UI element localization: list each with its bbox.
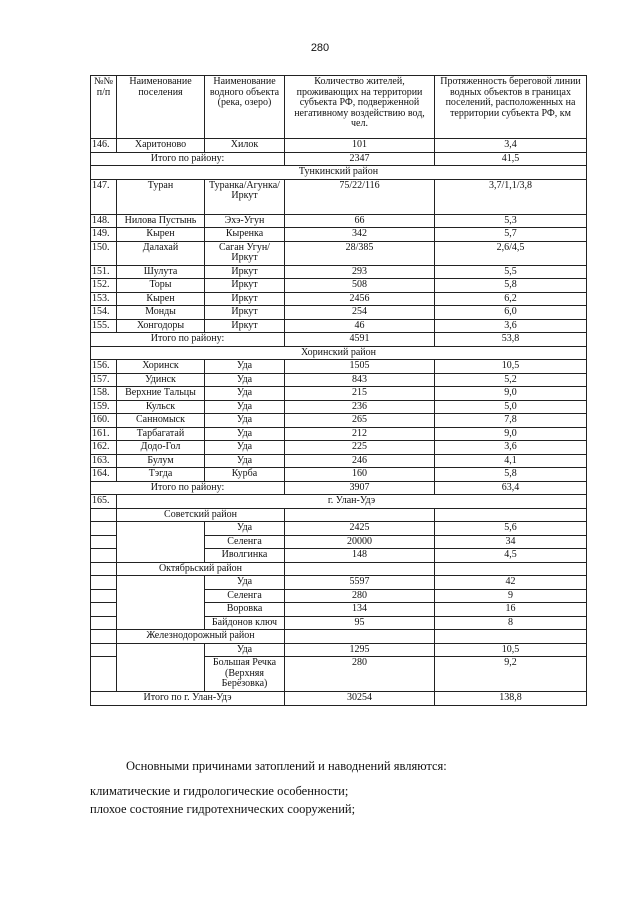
residents-cell: 2425 (285, 522, 435, 536)
table-row (91, 441, 587, 455)
table-row (91, 279, 587, 293)
table-row (91, 373, 587, 387)
table-row (91, 179, 587, 214)
table-row (91, 643, 587, 657)
row-number: 150. (91, 241, 117, 265)
shoreline-cell: 5,6 (435, 522, 587, 536)
settlement-cell: Тарбагатай (117, 427, 205, 441)
row-number: 165. (91, 495, 117, 509)
residents-cell: 215 (285, 387, 435, 401)
shoreline-cell: 9,0 (435, 427, 587, 441)
residents-cell: 280 (285, 589, 435, 603)
table-row (91, 360, 587, 374)
table-row (91, 214, 587, 228)
paragraph-causes-intro: Основными причинами затоплений и наводнений являются: (126, 759, 447, 773)
settlement-cell: Додо-Гол (117, 441, 205, 455)
settlement-cell: Кульск (117, 400, 205, 414)
residents-cell: 20000 (285, 535, 435, 549)
settlement-cell: Харитоново (117, 139, 205, 153)
row-number: 148. (91, 214, 117, 228)
row-number: 158. (91, 387, 117, 401)
settlement-cell: Кырен (117, 228, 205, 242)
residents-cell: 1505 (285, 360, 435, 374)
row-number: 155. (91, 319, 117, 333)
total-label: Итого по району: (91, 152, 285, 166)
residents-cell: 265 (285, 414, 435, 428)
settlement-cell: Монды (117, 306, 205, 320)
shoreline-cell: 7,8 (435, 414, 587, 428)
residents-cell: 342 (285, 228, 435, 242)
shoreline-cell: 9,2 (435, 657, 587, 692)
water-body-cell: Эхэ-Угун (205, 214, 285, 228)
header-water-body: Наименование водного объекта (река, озеро) (205, 76, 285, 139)
residents-cell: 236 (285, 400, 435, 414)
paragraph-cause-2: плохое состояние гидротехнических сооружений; (90, 802, 356, 816)
settlement-cell: Хоринск (117, 360, 205, 374)
subdistrict-heading: Советский район (117, 508, 285, 522)
shoreline-cell: 9,0 (435, 387, 587, 401)
residents-cell: 212 (285, 427, 435, 441)
shoreline-cell: 3,6 (435, 319, 587, 333)
total-label: Итого по г. Улан-Удэ (91, 692, 285, 706)
shoreline-cell: 2,6/4,5 (435, 241, 587, 265)
water-body-cell: Воровка (205, 603, 285, 617)
subdistrict-heading: Октябрьский район (117, 562, 285, 576)
subdistrict-heading: Железнодорожный район (117, 630, 285, 644)
shoreline-cell: 6,2 (435, 292, 587, 306)
flood-risk-table (90, 75, 587, 706)
header-settlement: Наименование поселения (117, 76, 205, 139)
shoreline-cell: 5,3 (435, 214, 587, 228)
shoreline-cell: 5,8 (435, 468, 587, 482)
total-shoreline: 41,5 (435, 152, 587, 166)
row-number: 149. (91, 228, 117, 242)
paragraph-cause-1: климатические и гидрологические особенности; (90, 784, 349, 798)
table-row (91, 468, 587, 482)
water-body-cell: Уда (205, 400, 285, 414)
water-body-cell: Уда (205, 373, 285, 387)
header-number: №№ п/п (91, 76, 117, 139)
total-residents: 30254 (285, 692, 435, 706)
residents-cell: 280 (285, 657, 435, 692)
row-number: 151. (91, 265, 117, 279)
row-number: 153. (91, 292, 117, 306)
total-residents: 3907 (285, 481, 435, 495)
table-row (91, 292, 587, 306)
page-number: 280 (310, 42, 330, 54)
row-number: 152. (91, 279, 117, 293)
district-total-row (91, 333, 587, 347)
district-heading-row (91, 166, 587, 180)
shoreline-cell: 9 (435, 589, 587, 603)
row-number: 161. (91, 427, 117, 441)
residents-cell: 5597 (285, 576, 435, 590)
shoreline-cell: 3,4 (435, 139, 587, 153)
water-body-cell: Иволгинка (205, 549, 285, 563)
residents-cell: 148 (285, 549, 435, 563)
residents-cell: 46 (285, 319, 435, 333)
settlement-cell: Далахай (117, 241, 205, 265)
water-body-cell: Курба (205, 468, 285, 482)
residents-cell: 28/385 (285, 241, 435, 265)
water-body-cell: Селенга (205, 589, 285, 603)
water-body-cell: Уда (205, 414, 285, 428)
subdistrict-heading-row (91, 630, 587, 644)
row-number: 157. (91, 373, 117, 387)
table-row (91, 427, 587, 441)
district-heading: Тункинский район (91, 166, 587, 180)
district-heading: Хоринский район (91, 346, 587, 360)
total-label: Итого по району: (91, 333, 285, 347)
city-total-row (91, 692, 587, 706)
water-body-cell: Большая Речка (Верхняя Берёзовка) (205, 657, 285, 692)
settlement-cell: Булум (117, 454, 205, 468)
residents-cell: 95 (285, 616, 435, 630)
row-number: 162. (91, 441, 117, 455)
shoreline-cell: 34 (435, 535, 587, 549)
water-body-cell: Хилок (205, 139, 285, 153)
shoreline-cell: 42 (435, 576, 587, 590)
water-body-cell: Иркут (205, 279, 285, 293)
total-label: Итого по району: (91, 481, 285, 495)
shoreline-cell: 10,5 (435, 360, 587, 374)
water-body-cell: Иркут (205, 306, 285, 320)
settlement-cell: Шулута (117, 265, 205, 279)
water-body-cell: Кыренка (205, 228, 285, 242)
settlement-cell: Тэгда (117, 468, 205, 482)
shoreline-cell: 5,7 (435, 228, 587, 242)
shoreline-cell: 10,5 (435, 643, 587, 657)
water-body-cell: Уда (205, 522, 285, 536)
shoreline-cell: 5,8 (435, 279, 587, 293)
shoreline-cell: 4,1 (435, 454, 587, 468)
shoreline-cell: 3,6 (435, 441, 587, 455)
water-body-cell: Уда (205, 454, 285, 468)
residents-cell: 2456 (285, 292, 435, 306)
settlement-cell: Кырен (117, 292, 205, 306)
row-number: 146. (91, 139, 117, 153)
residents-cell: 75/22/116 (285, 179, 435, 214)
table-header-row (91, 76, 587, 139)
residents-cell: 1295 (285, 643, 435, 657)
water-body-cell: Селенга (205, 535, 285, 549)
residents-cell: 225 (285, 441, 435, 455)
city-heading: г. Улан-Удэ (117, 495, 587, 509)
table-row (91, 241, 587, 265)
shoreline-cell: 4,5 (435, 549, 587, 563)
table-row (91, 319, 587, 333)
water-body-cell: Уда (205, 643, 285, 657)
settlement-cell: Торы (117, 279, 205, 293)
subdistrict-heading-row (91, 508, 587, 522)
water-body-cell: Уда (205, 576, 285, 590)
water-body-cell: Иркут (205, 265, 285, 279)
table-row (91, 400, 587, 414)
water-body-cell: Байдонов ключ (205, 616, 285, 630)
table-row (91, 228, 587, 242)
row-number: 147. (91, 179, 117, 214)
shoreline-cell: 3,7/1,1/3,8 (435, 179, 587, 214)
total-shoreline: 63,4 (435, 481, 587, 495)
table-row (91, 454, 587, 468)
water-body-cell: Иркут (205, 292, 285, 306)
table-row (91, 265, 587, 279)
residents-cell: 246 (285, 454, 435, 468)
water-body-cell: Туранка/Агунка/Иркут (205, 179, 285, 214)
residents-cell: 160 (285, 468, 435, 482)
water-body-cell: Уда (205, 360, 285, 374)
settlement-cell: Верхние Тальцы (117, 387, 205, 401)
residents-cell: 254 (285, 306, 435, 320)
shoreline-cell: 6,0 (435, 306, 587, 320)
table-row (91, 414, 587, 428)
subdistrict-heading-row (91, 562, 587, 576)
residents-cell: 101 (285, 139, 435, 153)
table-row (91, 139, 587, 153)
district-heading-row (91, 346, 587, 360)
row-number: 156. (91, 360, 117, 374)
settlement-cell: Удинск (117, 373, 205, 387)
shoreline-cell: 5,0 (435, 400, 587, 414)
total-residents: 4591 (285, 333, 435, 347)
district-total-row (91, 481, 587, 495)
residents-cell: 134 (285, 603, 435, 617)
total-shoreline: 138,8 (435, 692, 587, 706)
total-shoreline: 53,8 (435, 333, 587, 347)
shoreline-cell: 5,2 (435, 373, 587, 387)
residents-cell: 843 (285, 373, 435, 387)
row-number: 164. (91, 468, 117, 482)
water-body-cell: Уда (205, 387, 285, 401)
table-row (91, 576, 587, 590)
settlement-cell: Хонгодоры (117, 319, 205, 333)
water-body-cell: Саган Угун/Иркут (205, 241, 285, 265)
shoreline-cell: 5,5 (435, 265, 587, 279)
table-row (91, 306, 587, 320)
settlement-cell: Нилова Пустынь (117, 214, 205, 228)
residents-cell: 66 (285, 214, 435, 228)
header-residents: Количество жителей, проживающих на территории субъекта РФ, подверженной негативному воздействию вод, чел. (285, 76, 435, 139)
shoreline-cell: 16 (435, 603, 587, 617)
table-row (91, 522, 587, 536)
settlement-cell: Туран (117, 179, 205, 214)
city-heading-row (91, 495, 587, 509)
residents-cell: 508 (285, 279, 435, 293)
header-shoreline: Протяженность береговой линии водных объектов в границах поселений, расположенных на территории субъекта РФ, км (435, 76, 587, 139)
table-row (91, 387, 587, 401)
row-number: 160. (91, 414, 117, 428)
shoreline-cell: 8 (435, 616, 587, 630)
district-total-row (91, 152, 587, 166)
settlement-cell: Санномыск (117, 414, 205, 428)
row-number: 154. (91, 306, 117, 320)
total-residents: 2347 (285, 152, 435, 166)
water-body-cell: Иркут (205, 319, 285, 333)
residents-cell: 293 (285, 265, 435, 279)
row-number: 159. (91, 400, 117, 414)
row-number: 163. (91, 454, 117, 468)
water-body-cell: Уда (205, 427, 285, 441)
water-body-cell: Уда (205, 441, 285, 455)
